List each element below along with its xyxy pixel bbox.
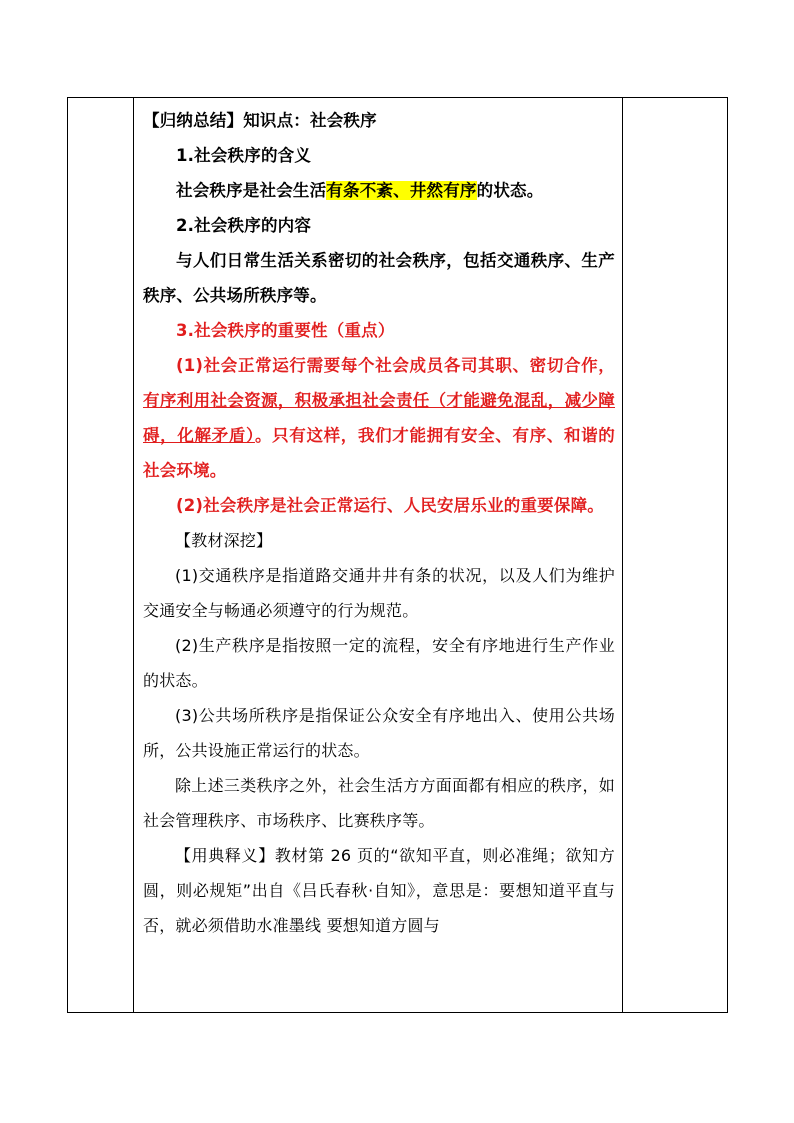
textbook-header: 【教材深挖】 [175,531,273,550]
section-1-highlight: 有条不紊、井然有序 [326,181,477,200]
textbook-extra: 除上述三类秩序之外，社会生活方方面面都有相应的秩序，如社会管理秩序、市场秩序、比赛秩序等。 [143,776,615,830]
summary-header: 【归纳总结】知识点：社会秩序 [143,111,377,130]
importance-point-1-underline: 有序利用社会资源，积极承担社会责任（才能避免混乱，减少障碍，化解矛盾） [143,391,615,445]
table-right-column-divider [622,98,623,1012]
section-3-title: 3.社会秩序的重要性（重点） [176,321,395,340]
section-2-title: 2.社会秩序的内容 [176,216,312,235]
importance-point-2: (2)社会秩序是社会正常运行、人民安居乐业的重要保障。 [176,496,604,515]
importance-point-1-pre: (1)社会正常运行需要每个社会成员各司其职、密切合作， [176,356,615,375]
section-1-text-pre: 社会秩序是社会生活 [176,181,327,200]
section-1-text-post: 的状态。 [476,181,544,200]
importance-point-1-post: 。只有这样，我们才能拥有安全、有序、和谐的社会环境。 [143,426,616,480]
importance-point-1 [143,348,615,488]
textbook-item: (2)生产秩序是指按照一定的流程，安全有序地进行生产作业的状态。 [143,636,615,690]
textbook-item: (1)交通秩序是指道路交通井井有条的状况，以及人们为维护交通安全与畅通必须遵守的行为规范。 [143,566,615,620]
section-2-text: 与人们日常生活关系密切的社会秩序，包括交通秩序、生产秩序、公共场所秩序等。 [143,251,615,305]
textbook-item: (3)公共场所秩序是指保证公众安全有序地出入、使用公共场所，公共设施正常运行的状态。 [143,706,615,760]
allusion-text: 【用典释义】教材第 26 页的“欲知平直，则必准绳；欲知方圆，则必规矩”出自《吕氏春秋·自知》，意思是：要想知道平直与否，就必须借助水准墨线 要想知道方圆与 [143,846,615,935]
lesson-table [67,97,728,1013]
table-left-column-divider [133,98,134,1012]
content-cell [143,98,615,943]
section-1-text [143,173,615,208]
section-1-title: 1.社会秩序的含义 [176,146,312,165]
